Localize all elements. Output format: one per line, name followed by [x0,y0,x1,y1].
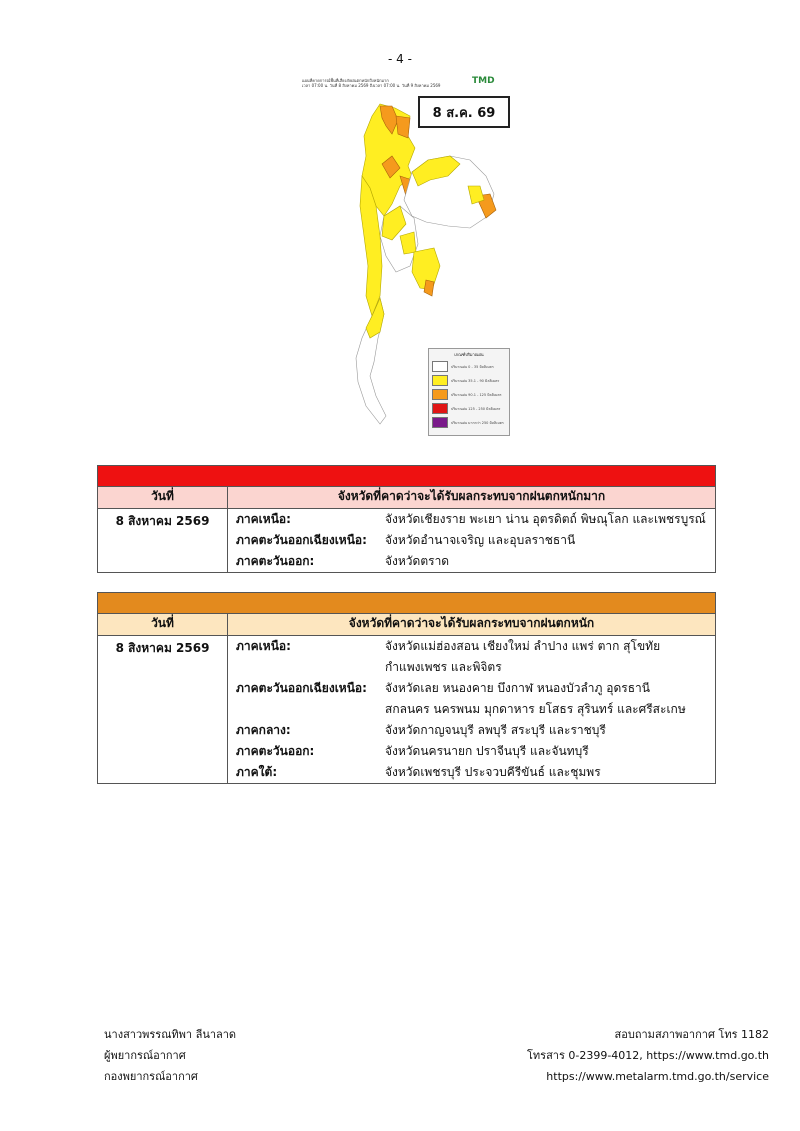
header-date: วันที่ [98,487,228,509]
division-name: กองพยากรณ์อากาศ [104,1070,198,1083]
severity-bar-red [98,466,716,487]
header-provinces: จังหวัดที่คาดว่าจะได้รับผลกระทบจากฝนตกหนัก [228,614,716,636]
province-line: จังหวัดแม่ฮ่องสอน เชียงใหม่ ลำปาง แพร่ ตาก สุโขทัย [385,639,661,653]
map-title: แผนที่คาดการณ์พื้นที่เสี่ยงภัยฝนตกหนักถึงหนักมาก [302,78,389,83]
table-header-row [98,614,716,636]
region-name: ภาคกลาง: [236,723,291,737]
forecaster-name: นางสาวพรรณทิพา ลีนาลาด [104,1028,237,1041]
province-line: จังหวัดเลย หนองคาย บึงกาฬ หนองบัวลำภู อุดรธานี [385,681,650,695]
very-heavy-rain-table [97,465,716,573]
table-row [98,636,716,784]
province-list: จังหวัดเชียงราย พะเยา น่าน อุตรดิตถ์ พิษณุโลก และเพชรบูรณ์ [385,512,706,526]
legend-swatch [432,375,448,386]
legend-label: ปริมาณฝน 35.1 - 90 มิลลิเมตร [451,378,500,383]
hotline-text: สอบถามสภาพอากาศ โทร 1182 [614,1028,769,1041]
region-row [228,509,715,530]
map-legend [428,348,510,436]
date-cell: 8 สิงหาคม 2569 [98,636,228,784]
region-name: ภาคตะวันออก: [236,744,315,758]
province-list: จังหวัดกาญจนบุรี ลพบุรี สระบุรี และราชบุรี [385,723,606,737]
legend-swatch [432,389,448,400]
severity-bar-orange [98,593,716,614]
province-list: จังหวัดนครนายก ปราจีนบุรี และจันทบุรี [385,744,589,758]
region-row [228,636,715,678]
fax-website-text[interactable]: โทรสาร 0-2399-4012, https://www.tmd.go.th [527,1049,769,1062]
legend-item [432,389,506,400]
region-name: ภาคเหนือ: [236,512,291,526]
regions-cell [228,509,716,573]
regions-cell [228,636,716,784]
date-cell: 8 สิงหาคม 2569 [98,509,228,573]
region-name: ภาคตะวันออกเฉียงเหนือ: [236,681,367,695]
region-row [228,530,715,551]
legend-swatch [432,417,448,428]
table-header-row [98,487,716,509]
legend-swatch [432,361,448,372]
region-row [228,741,715,762]
province-list: จังหวัดตราด [385,554,450,568]
metalarm-link[interactable]: https://www.metalarm.tmd.go.th/service [546,1070,769,1083]
map-period: เวลา 07:00 น. วันที่ 8 สิงหาคม 2569 ถึงเวลา 07:00 น. วันที่ 9 สิงหาคม 2569 [302,83,441,88]
footer-contact [527,1024,769,1087]
province-line: สกลนคร นครพนม มุกดาหาร ยโสธร สุรินทร์ และศรีสะเกษ [385,702,686,716]
legend-label: ปริมาณฝน 125 - 250 มิลลิเมตร [451,406,501,411]
tmd-logo: TMD [472,76,495,86]
region-name: ภาคตะวันออก: [236,554,315,568]
legend-label: ปริมาณฝน มากกว่า 250 มิลลิเมตร [451,420,504,425]
province-list [385,636,715,678]
province-list: จังหวัดเพชรบุรี ประจวบคีรีขันธ์ และชุมพร [385,765,601,779]
forecaster-title: ผู้พยากรณ์อากาศ [104,1049,186,1062]
province-list [385,678,715,720]
map-date-label: 8 ส.ค. 69 [418,96,510,128]
region-name: ภาคตะวันออกเฉียงเหนือ: [236,533,367,547]
table-color-bar [98,593,716,614]
legend-item [432,361,506,372]
province-list: จังหวัดอำนาจเจริญ และอุบลราชธานี [385,533,576,547]
legend-item [432,417,506,428]
heavy-rain-table [97,592,716,784]
footer-signature [104,1024,236,1087]
region-row [228,762,715,783]
page-number: - 4 - [388,52,412,66]
rain-forecast-map [300,76,510,436]
header-date: วันที่ [98,614,228,636]
legend-label: ปริมาณฝน 0 - 35 มิลลิเมตร [451,364,494,369]
header-provinces: จังหวัดที่คาดว่าจะได้รับผลกระทบจากฝนตกหนักมาก [228,487,716,509]
legend-item [432,375,506,386]
region-name: ภาคเหนือ: [236,639,291,653]
region-row [228,720,715,741]
region-row [228,678,715,720]
legend-item [432,403,506,414]
region-row [228,551,715,572]
table-row [98,509,716,573]
legend-label: ปริมาณฝน 90.1 - 125 มิลลิเมตร [451,392,502,397]
table-color-bar [98,466,716,487]
province-line: กำแพงเพชร และพิจิตร [385,660,502,674]
region-name: ภาคใต้: [236,765,278,779]
legend-title: เกณฑ์ปริมาณฝน [454,352,484,357]
legend-swatch [432,403,448,414]
